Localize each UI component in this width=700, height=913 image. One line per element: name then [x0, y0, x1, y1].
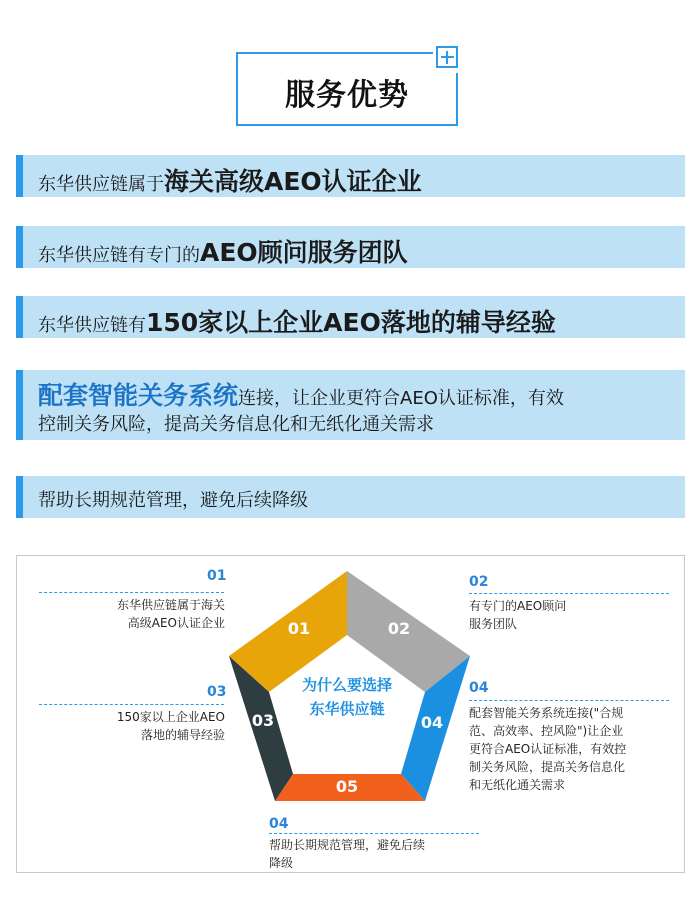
- divider-03: [39, 704, 224, 705]
- item-number-bottom: 04: [269, 816, 289, 832]
- band-4-line2: 控制关务风险，提高关务信息化和无纸化通关需求: [38, 414, 434, 435]
- why-choose-panel: [16, 555, 685, 873]
- item-number-03: 03: [207, 684, 227, 700]
- divider-bottom: [269, 833, 479, 834]
- item-number-01: 01: [207, 568, 227, 584]
- band-2-emphasis: AEO顾问服务团队: [200, 238, 408, 267]
- band-5-text: 帮助长期规范管理，避免后续降级: [38, 490, 308, 511]
- advantage-band-3: [16, 296, 685, 338]
- center-title-line2: 东华供应链: [309, 700, 385, 718]
- segment-label-05: 05: [335, 777, 359, 796]
- plus-square-icon: [433, 43, 463, 73]
- item-number-04: 04: [469, 680, 489, 696]
- segment-label-04: 04: [420, 713, 444, 732]
- item-desc-02: 有专门的AEO顾问 服务团队: [469, 599, 567, 631]
- section-title-box: [236, 52, 458, 126]
- divider-04: [469, 700, 669, 701]
- band-1-prefix: 东华供应链属于: [38, 174, 164, 195]
- band-4-emphasis: 配套智能关务系统: [38, 381, 239, 410]
- divider-02: [469, 593, 669, 594]
- segment-label-03: 03: [251, 711, 275, 730]
- divider-01: [39, 592, 224, 593]
- center-title-line1: 为什么要选择: [301, 676, 393, 694]
- band-4-text: 连接，让企业更符合AEO认证标准，有效: [238, 388, 564, 409]
- advantage-band-5: [16, 476, 685, 518]
- band-3-prefix: 东华供应链有: [38, 315, 146, 336]
- band-2-prefix: 东华供应链有专门的: [38, 245, 200, 266]
- item-number-02: 02: [469, 574, 489, 590]
- advantage-band-1: [16, 155, 685, 197]
- item-desc-bottom: 帮助长期规范管理，避免后续 降级: [269, 838, 426, 870]
- item-desc-03: 150家以上企业AEO 落地的辅导经验: [116, 710, 225, 742]
- segment-label-02: 02: [387, 619, 411, 638]
- band-3-emphasis: 150家以上企业AEO落地的辅导经验: [146, 308, 556, 337]
- item-desc-01: 东华供应链属于海关 高级AEO认证企业: [116, 598, 225, 630]
- band-1-emphasis: 海关高级AEO认证企业: [164, 167, 422, 196]
- item-desc-04: 配套智能关务系统连接("合规 范、高效率、控风险")让企业 更符合AEO认证标准，有效控 制关务风险，提高关务信息化 和无纸化通关需求: [469, 706, 627, 792]
- segment-label-01: 01: [287, 619, 311, 638]
- advantage-band-4: [16, 370, 685, 440]
- advantage-band-2: [16, 226, 685, 268]
- section-title: 服务优势: [285, 78, 409, 113]
